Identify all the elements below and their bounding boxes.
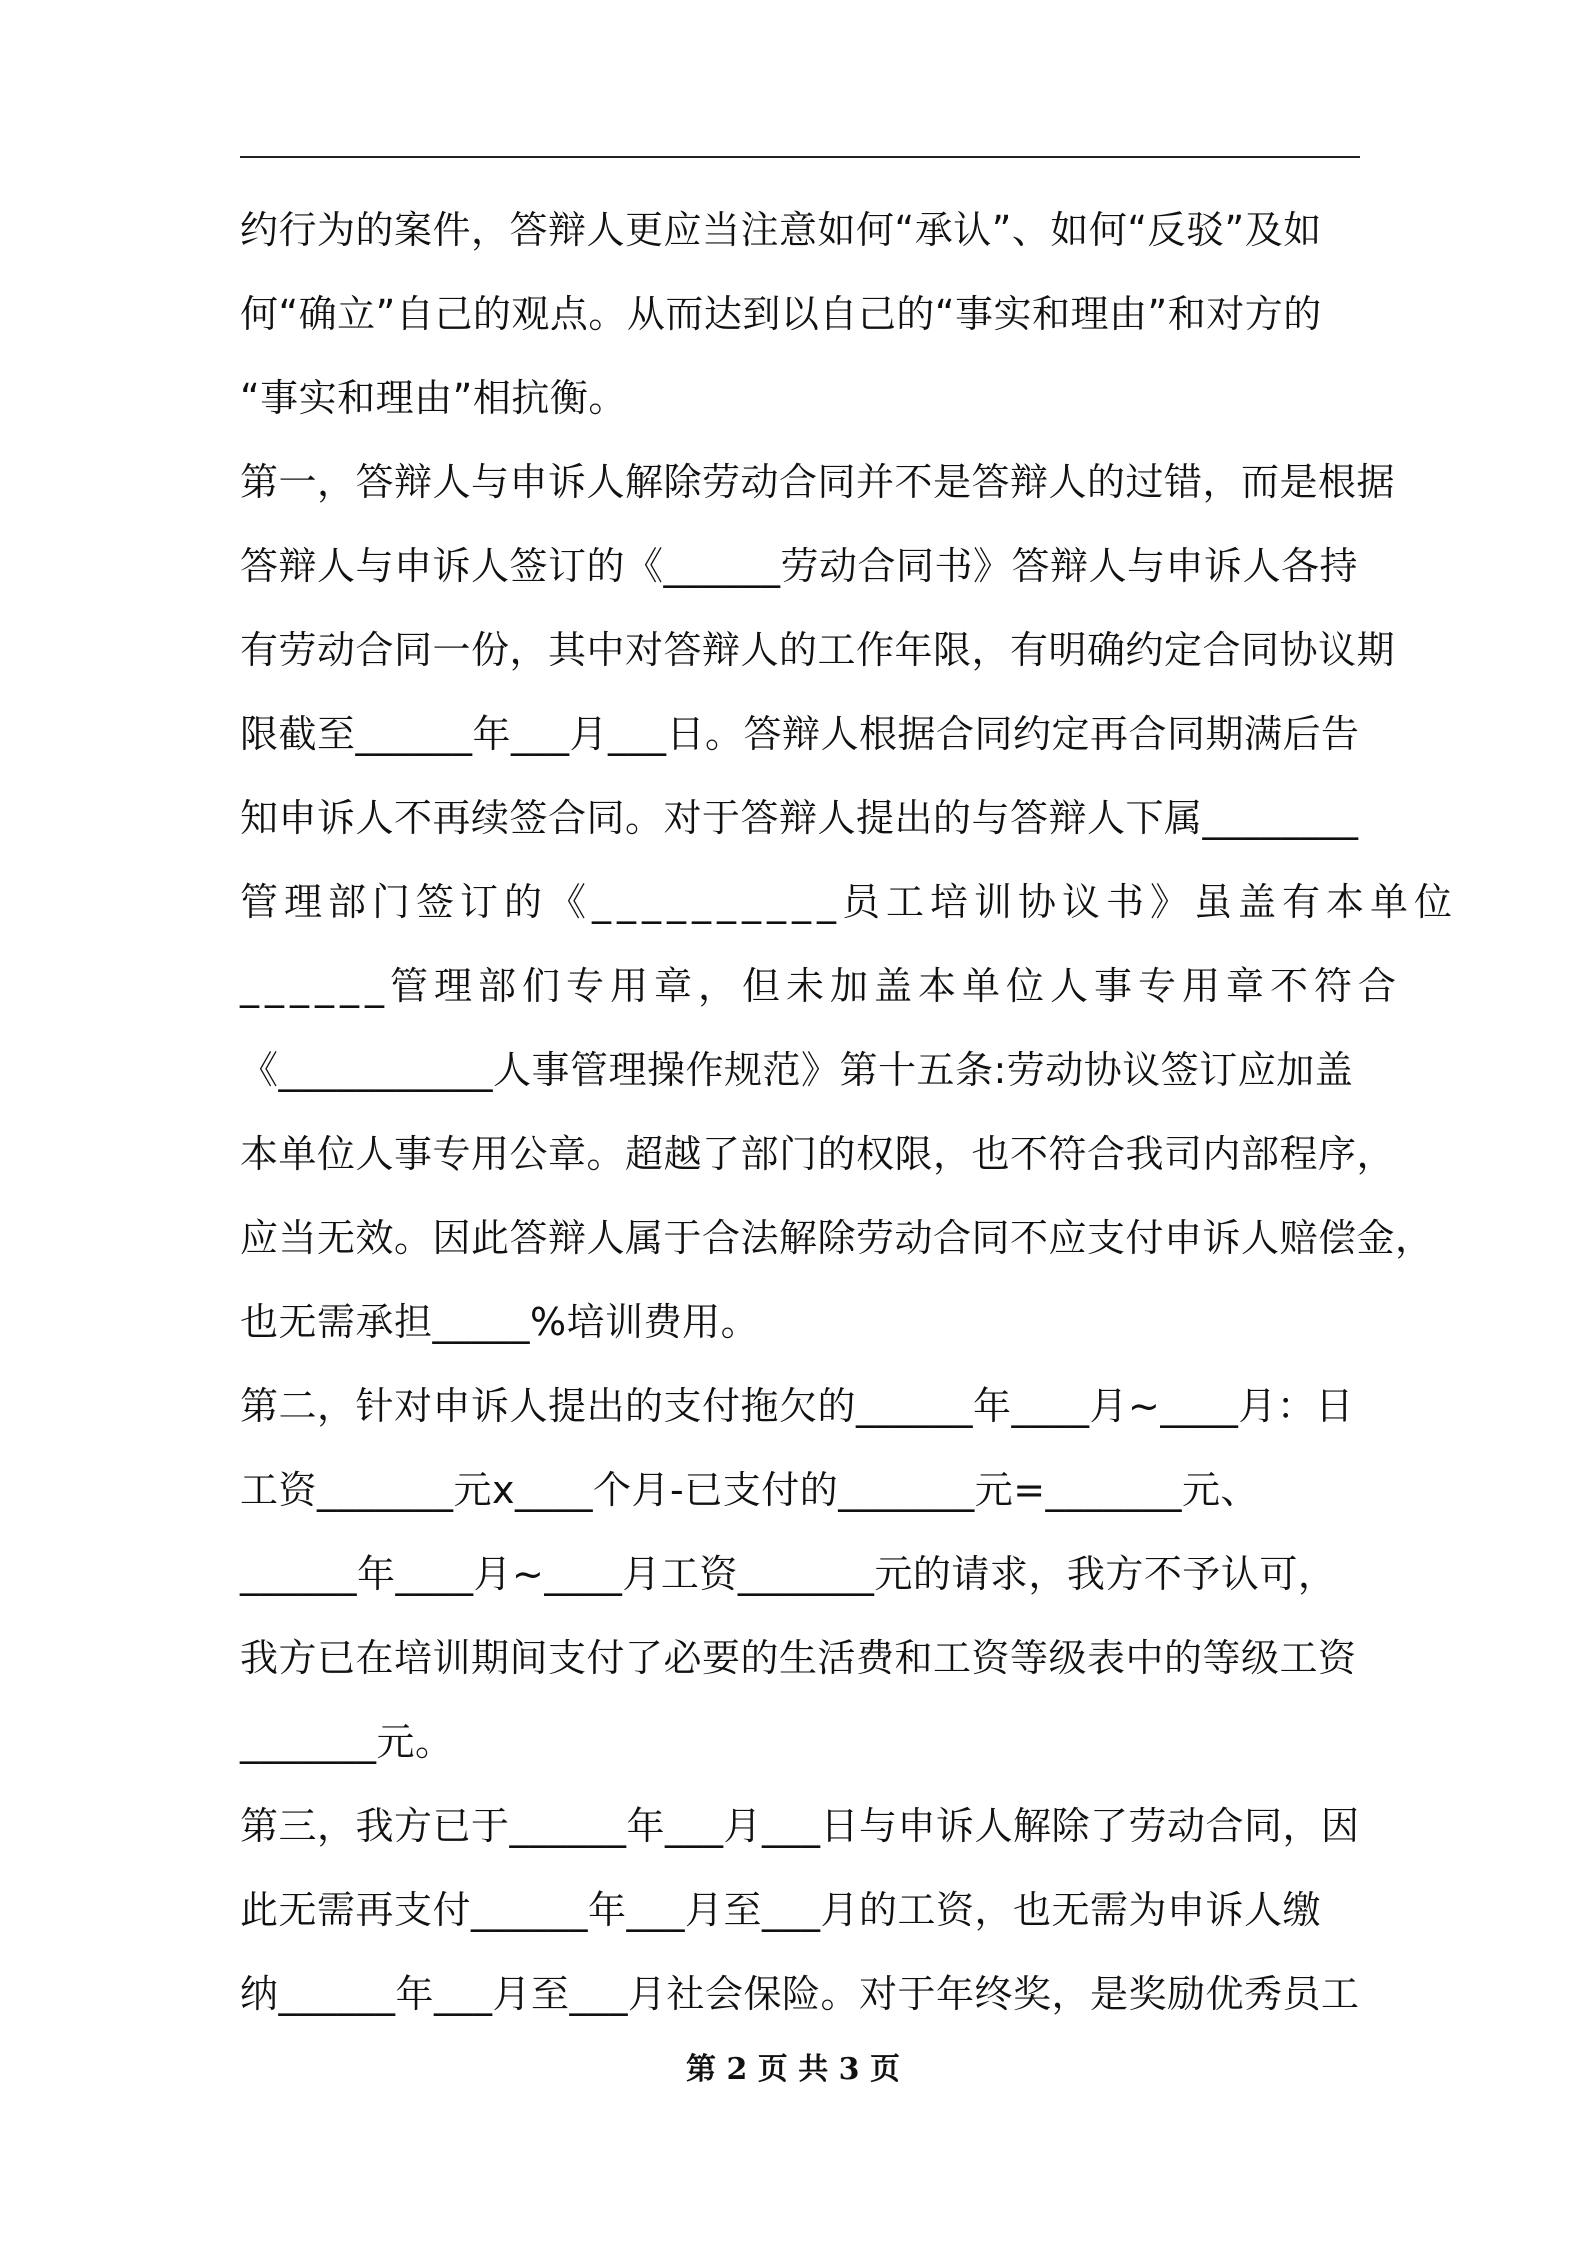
text-line: 本单位人事专用公章。超越了部门的权限，也不符合我司内部程序， (240, 1132, 1396, 1176)
text-line: _______元。 (240, 1720, 454, 1764)
text-line: 限截至______年___月___日。答辩人根据合同约定再合同期满后告 (240, 712, 1360, 756)
text-line: 有劳动合同一份，其中对答辩人的工作年限，有明确约定合同协议期 (240, 628, 1396, 672)
text-line: 工资_______元x____个月-已支付的_______元=_______元、 (240, 1468, 1260, 1512)
text-line: 第二，针对申诉人提出的支付拖欠的______年____月~____月：日 (240, 1384, 1354, 1428)
text-line: 应当无效。因此答辩人属于合法解除劳动合同不应支付申诉人赔偿金， (240, 1216, 1434, 1260)
text-line: 第三，我方已于______年___月___日与申诉人解除了劳动合同，因 (240, 1804, 1360, 1848)
text-line: 答辩人与申诉人签订的《______劳动合同书》答辩人与申诉人各持 (240, 544, 1359, 588)
text-line: 也无需承担_____%培训费用。 (240, 1300, 760, 1344)
text-line: 《___________人事管理操作规范》第十五条:劳动协议签订应加盖 (240, 1048, 1354, 1092)
page-body (240, 188, 1459, 2036)
text-line: 纳______年___月至___月社会保险。对于年终奖，是奖励优秀员工 (240, 1972, 1360, 2016)
text-line: ______年____月~____月工资_______元的请求，我方不予认可， (240, 1552, 1337, 1596)
text-line: “事实和理由”相抗衡。 (240, 376, 627, 420)
text-line: ______管理部们专用章，但未加盖本单位人事专用章不符合 (240, 964, 1403, 1008)
page-number-footer: 第 2 页 共 3 页 (686, 2052, 900, 2087)
text-line: 管理部门签订的《__________员工培训协议书》虽盖有本单位 (240, 880, 1459, 924)
text-line: 我方已在培训期间支付了必要的生活费和工资等级表中的等级工资 (240, 1636, 1357, 1680)
text-line: 此无需再支付______年___月至___月的工资，也无需为申诉人缴 (240, 1888, 1322, 1932)
text-line: 约行为的案件，答辩人更应当注意如何“承认”、如何“反驳”及如 (240, 208, 1322, 252)
header-rule (240, 156, 1360, 158)
text-line: 知申诉人不再续签合同。对于答辩人提出的与答辩人下属________ (240, 796, 1359, 840)
text-line: 何“确立”自己的观点。从而达到以自己的“事实和理由”和对方的 (240, 292, 1322, 336)
text-line: 第一，答辩人与申诉人解除劳动合同并不是答辩人的过错，而是根据 (240, 460, 1396, 504)
